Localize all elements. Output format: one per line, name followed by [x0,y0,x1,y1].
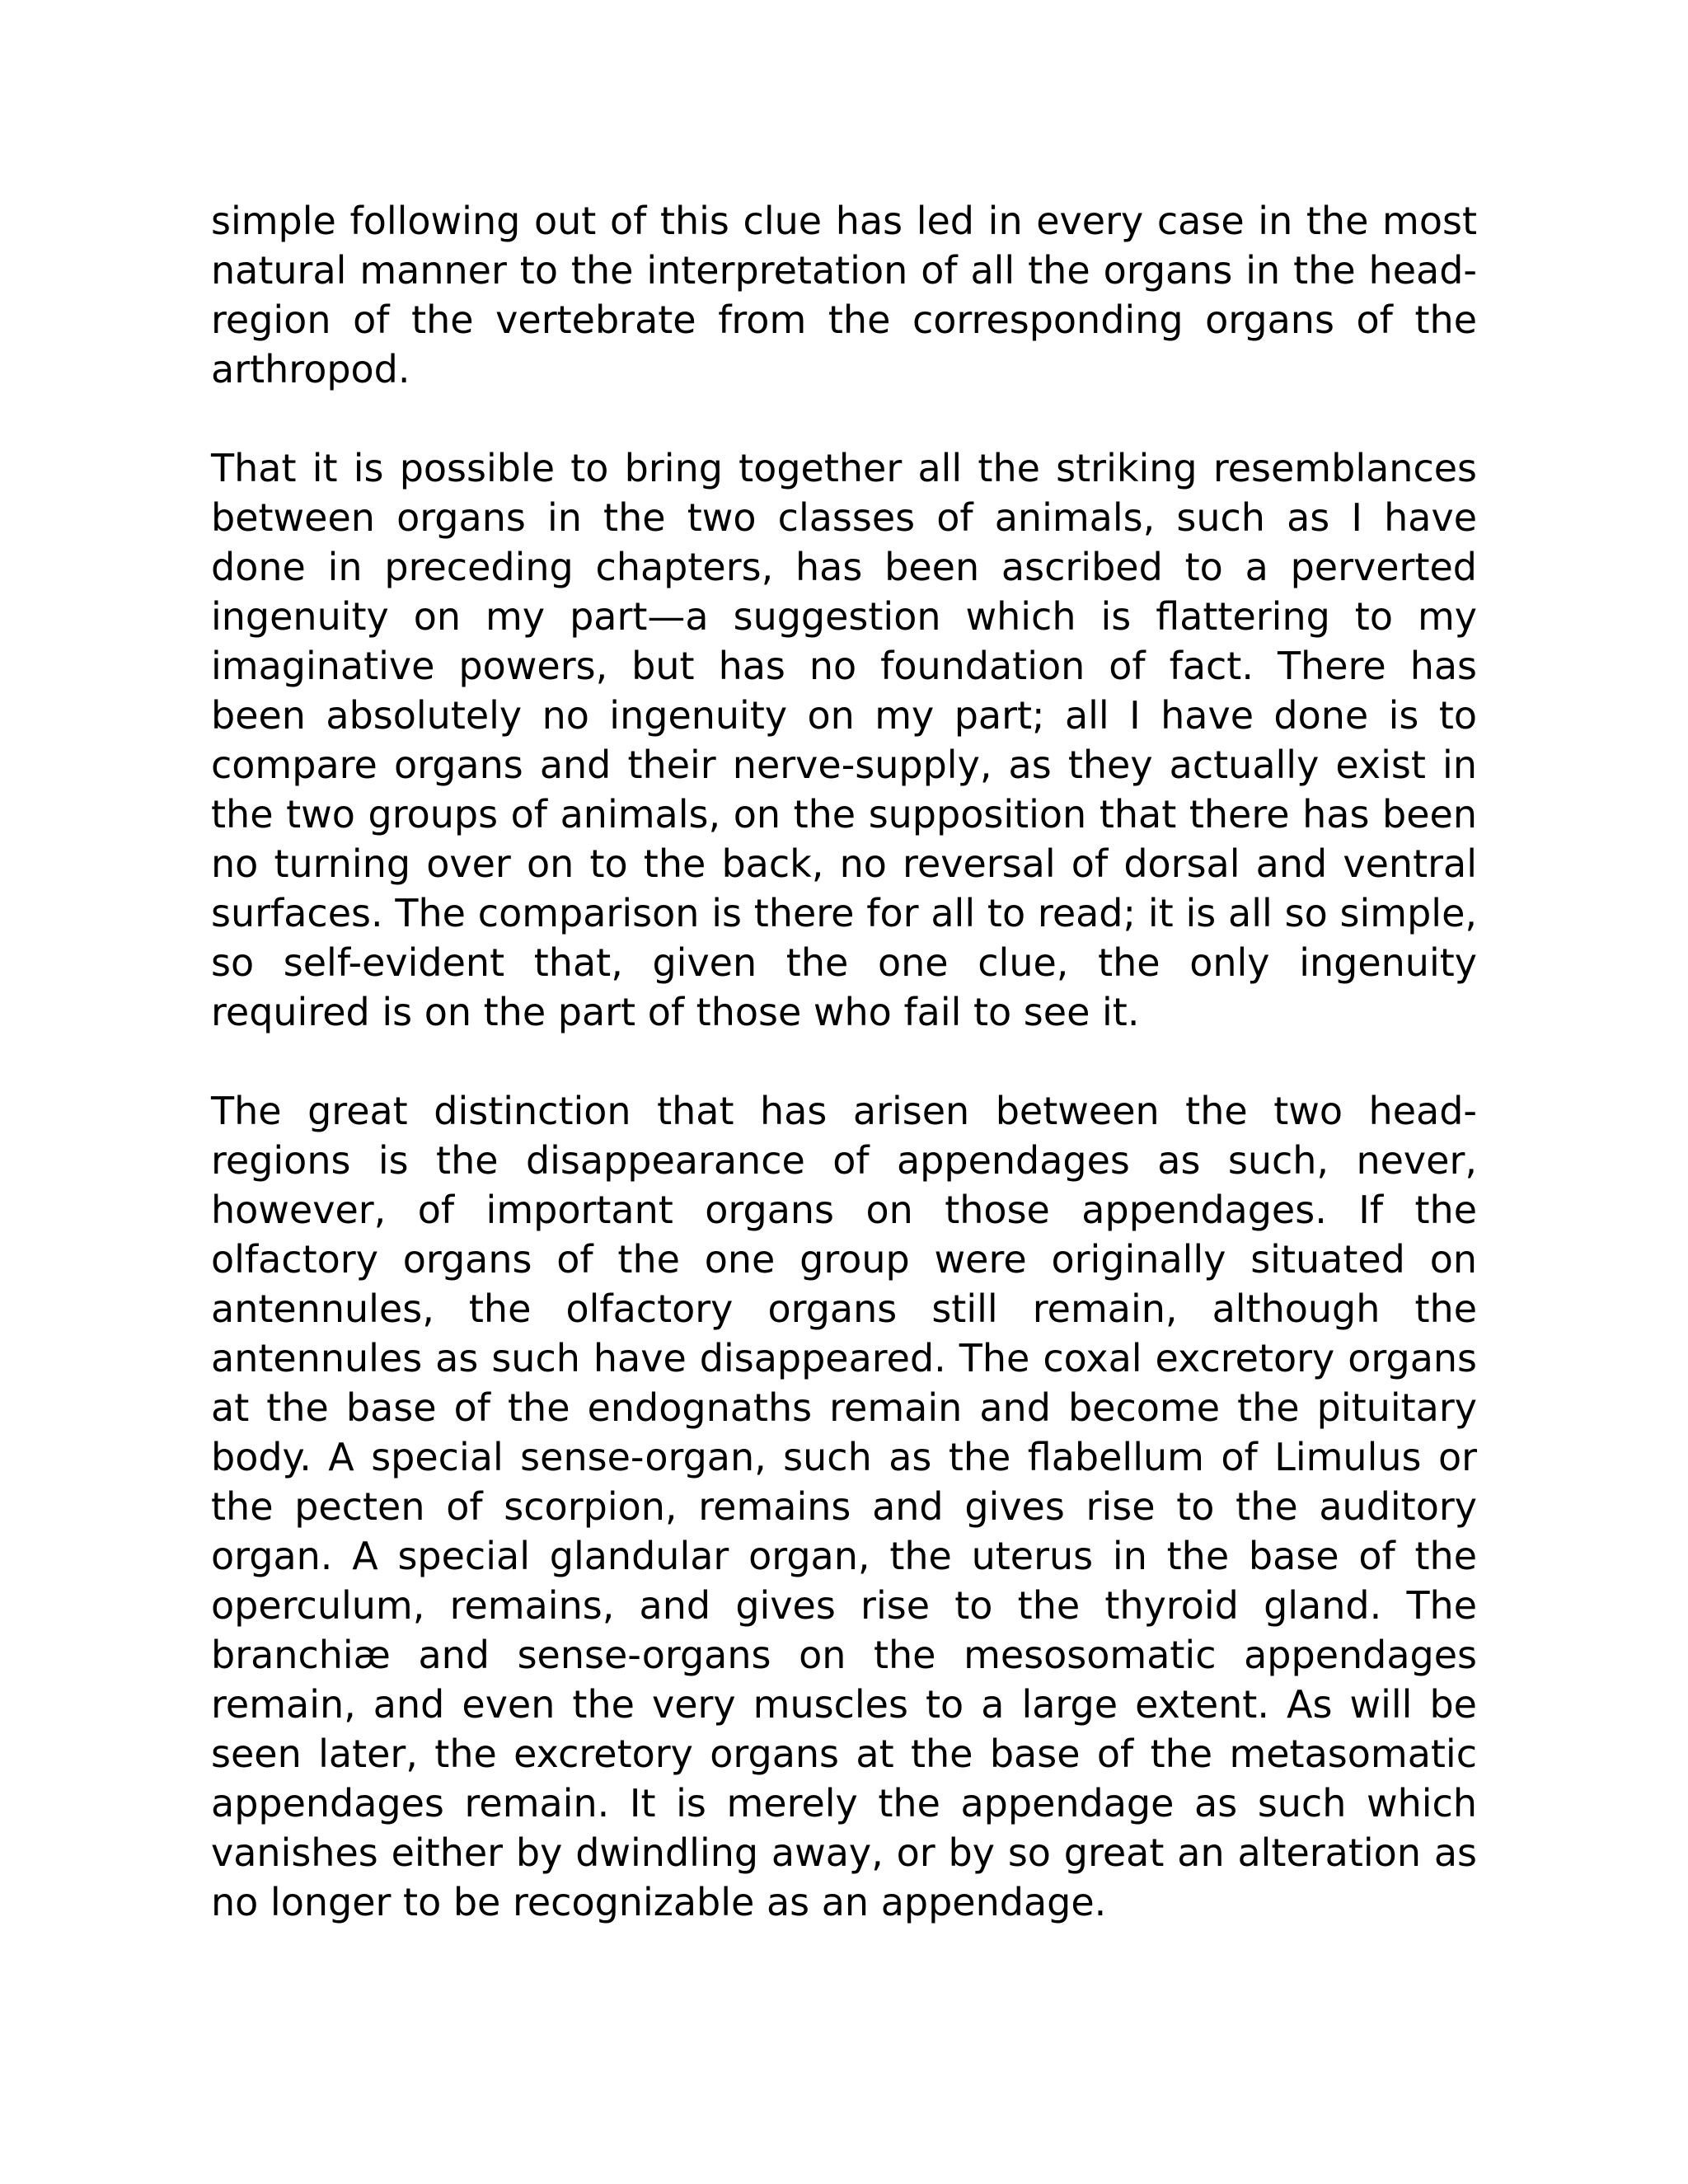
paragraph-2: That it is possible to bring together all the striking resemblances between organs in the two classes of animals, such as I have done in preceding chapters, has been ascribed to a perverted ingenuity on my part—a suggestion which is flattering to my imaginative powers, but has no foundation of fact. There has been absolutely no ingenuity on my part; all I have done is to compare organs and their nerve-supply, as they actually exist in the two groups of animals, on the supposition that there has been no turning over on to the back, no reversal of dorsal and ventral surfaces. The comparison is there for all to read; it is all so simple, so self-evident that, given the one clue, the only ingenuity required is on the part of those who fail to see it. [211,446,1477,1034]
page-body [211,196,1477,1927]
paragraph-3: The great distinction that has arisen between the two head-regions is the disappearance of appendages as such, never, however, of important organs on those appendages. If the olfactory organs of the one group were originally situated on antennules, the olfactory organs still remain, although the antennules as such have disappeared. The coxal excretory organs at the base of the endognaths remain and become the pituitary body. A special sense-organ, such as the flabellum of Limulus or the pecten of scorpion, remains and gives rise to the auditory organ. A special glandular organ, the uterus in the base of the operculum, remains, and gives rise to the thyroid gland. The branchiæ and sense-organs on the mesosomatic appendages remain, and even the very muscles to a large extent. As will be seen later, the excretory organs at the base of the metasomatic appendages remain. It is merely the appendage as such which vanishes either by dwindling away, or by so great an alteration as no longer to be recognizable as an appendage. [211,1089,1477,1924]
paragraph-1: simple following out of this clue has led in every case in the most natural manner to the interpretation of all the organs in the head-region of the vertebrate from the corresponding organs of the arthropod. [211,199,1477,391]
